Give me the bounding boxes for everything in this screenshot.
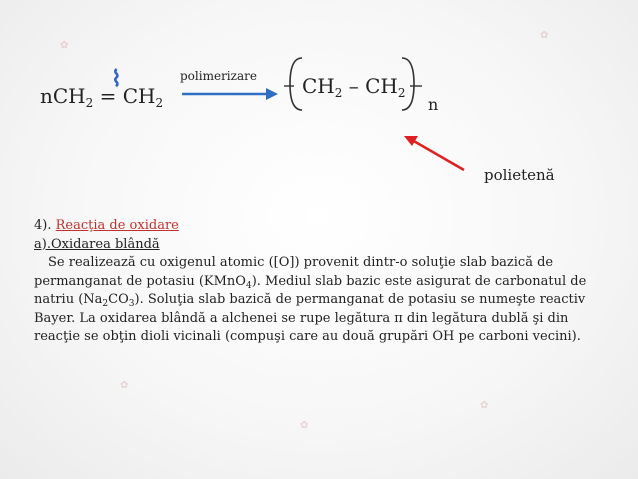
reactant-ch2-a: nCH (40, 84, 86, 108)
text-span: CO (108, 292, 129, 307)
section-title-link[interactable]: Reacţia de oxidare (55, 218, 179, 233)
arrow-label: polimerizare (180, 69, 257, 83)
polyethene-label: polietenă (484, 166, 555, 184)
text-span: ). Soluţia slab bazică de permanganat de potasiu se numeşte reactiv (134, 292, 586, 307)
background-texture: ✿ (120, 380, 129, 391)
reaction-arrow-icon (180, 86, 280, 102)
text-span: permanganat de potasiu (KMnO (34, 273, 246, 289)
reactant-ch2-b: CH (122, 84, 156, 108)
background-texture: ✿ (60, 40, 69, 51)
product-ch2-b: CH (365, 74, 398, 98)
single-bond: – (348, 74, 359, 98)
product-ch2-a: CH (302, 74, 335, 98)
text-span: natriu (Na (34, 292, 103, 307)
polymer-degree-n: n (428, 95, 439, 114)
subsection-title: a).Oxidarea blândă (34, 236, 160, 252)
subscript: 2 (397, 86, 406, 100)
reactant-formula (40, 84, 163, 108)
paragraph-line (34, 328, 606, 347)
subsection-heading (34, 236, 606, 255)
subscript: 4 (245, 280, 252, 291)
bond-break-mark: ⌇ (111, 66, 122, 92)
annotation-arrow-icon (398, 130, 470, 176)
subscript: 2 (334, 86, 343, 100)
subscript: 2 (85, 96, 94, 110)
subscript: 3 (128, 299, 135, 309)
product-formula (302, 74, 406, 98)
text-span: reacţie se obţin dioli vicinali (compuşi care au două grupări OH pe carboni vecini). (34, 329, 581, 344)
paragraph-line (34, 310, 606, 329)
subscript: 2 (102, 299, 109, 309)
double-bond: = (99, 84, 117, 108)
text-span: ). Mediul slab bazic este asigurat de carbonatul de (251, 273, 587, 289)
section-heading (34, 217, 606, 236)
background-texture: ✿ (300, 420, 309, 431)
oxidation-text-block (34, 217, 606, 347)
paragraph-line (34, 254, 606, 273)
text-span: Bayer. La oxidarea blândă a alchenei se rupe legătura π din legătura dublă şi din (34, 310, 569, 326)
background-texture: ✿ (480, 400, 489, 411)
section-number: 4). (34, 218, 52, 233)
paragraph-line (34, 273, 606, 292)
text-span: Se realizează cu oxigenul atomic ([O]) provenit dintr-o soluţie slab bazică de (48, 255, 554, 270)
subscript: 2 (155, 96, 164, 110)
background-texture: ✿ (540, 30, 549, 41)
paragraph-line (34, 291, 606, 310)
